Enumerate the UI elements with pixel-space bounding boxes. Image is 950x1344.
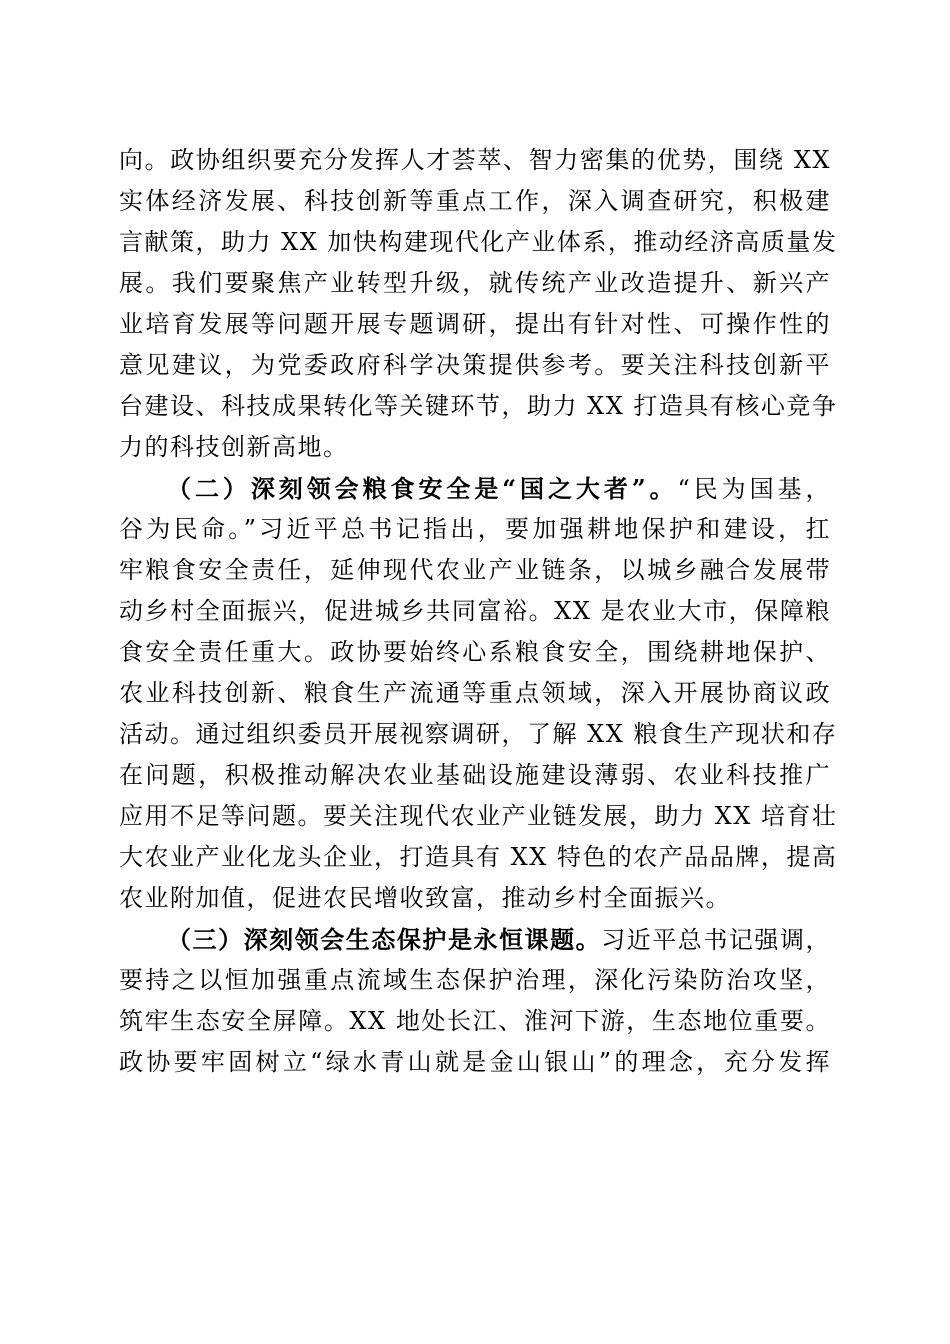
text-line: 业培育发展等问题开展专题调研，提出有针对性、可操作性的: [119, 310, 831, 338]
paragraph-1: [119, 140, 838, 468]
text-line: 意见建议，为党委政府科学决策提供参考。要关注科技创新平: [119, 351, 831, 379]
section-heading-line: [119, 919, 831, 960]
document-body: [119, 140, 838, 1083]
text-line: 要持之以恒加强重点流域生态保护治理，深化污染防治攻坚，: [119, 966, 831, 994]
text-line: 实体经济发展、科技创新等重点工作，深入调查研究，积极建: [119, 187, 831, 215]
text-line: 在问题，积极推动解决农业基础设施建设薄弱、农业科技推广: [119, 761, 831, 789]
text-line: 活动。通过组织委员开展视察调研，了解 XX 粮食生产现状和存: [119, 720, 838, 748]
text-line: 农业科技创新、粮食生产流通等重点领域，深入开展协商议政: [119, 679, 831, 707]
text-line: 政协要牢固树立“绿水青山就是金山银山”的理念，充分发挥: [119, 1048, 831, 1076]
paragraph-3: [119, 919, 831, 1083]
text-line: 展。我们要聚焦产业转型升级，就传统产业改造提升、新兴产: [119, 269, 831, 297]
section-heading-line: [119, 468, 831, 509]
text-line: 台建设、科技成果转化等关键环节，助力 XX 打造具有核心竞争: [119, 392, 838, 420]
text-line: 应用不足等问题。要关注现代农业产业链发展，助力 XX 培育壮: [119, 802, 838, 830]
section-heading: （二）深刻领会粮食安全是“国之大者”。: [167, 474, 678, 503]
text-line: 食安全责任重大。政协要始终心系粮食安全，围绕耕地保护、: [119, 638, 831, 666]
text-run: “民为国基，: [677, 475, 831, 503]
text-line: 大农业产业化龙头企业，打造具有 XX 特色的农产品品牌，提高: [119, 843, 838, 871]
paragraph-2: [119, 468, 838, 919]
text-run: 习近平总书记强调，: [601, 926, 832, 954]
text-line: 动乡村全面振兴，促进城乡共同富裕。XX 是农业大市，保障粮: [119, 597, 831, 625]
section-heading: （三）深刻领会生态保护是永恒课题。: [167, 925, 602, 954]
text-line: 力的科技创新高地。: [119, 433, 349, 461]
text-line: 谷为民命。”习近平总书记指出，要加强耕地保护和建设，扛: [119, 515, 831, 543]
text-line: 筑牢生态安全屏障。XX 地处长江、淮河下游，生态地位重要。: [119, 1007, 831, 1035]
text-line: 言献策，助力 XX 加快构建现代化产业体系，推动经济高质量发: [119, 228, 838, 256]
text-line: 农业附加值，促进农民增收致富，推动乡村全面振兴。: [119, 884, 731, 912]
text-line: 牢粮食安全责任，延伸现代农业产业链条，以城乡融合发展带: [119, 556, 831, 584]
text-line: 向。政协组织要充分发挥人才荟萃、智力密集的优势，围绕 XX: [119, 146, 831, 174]
